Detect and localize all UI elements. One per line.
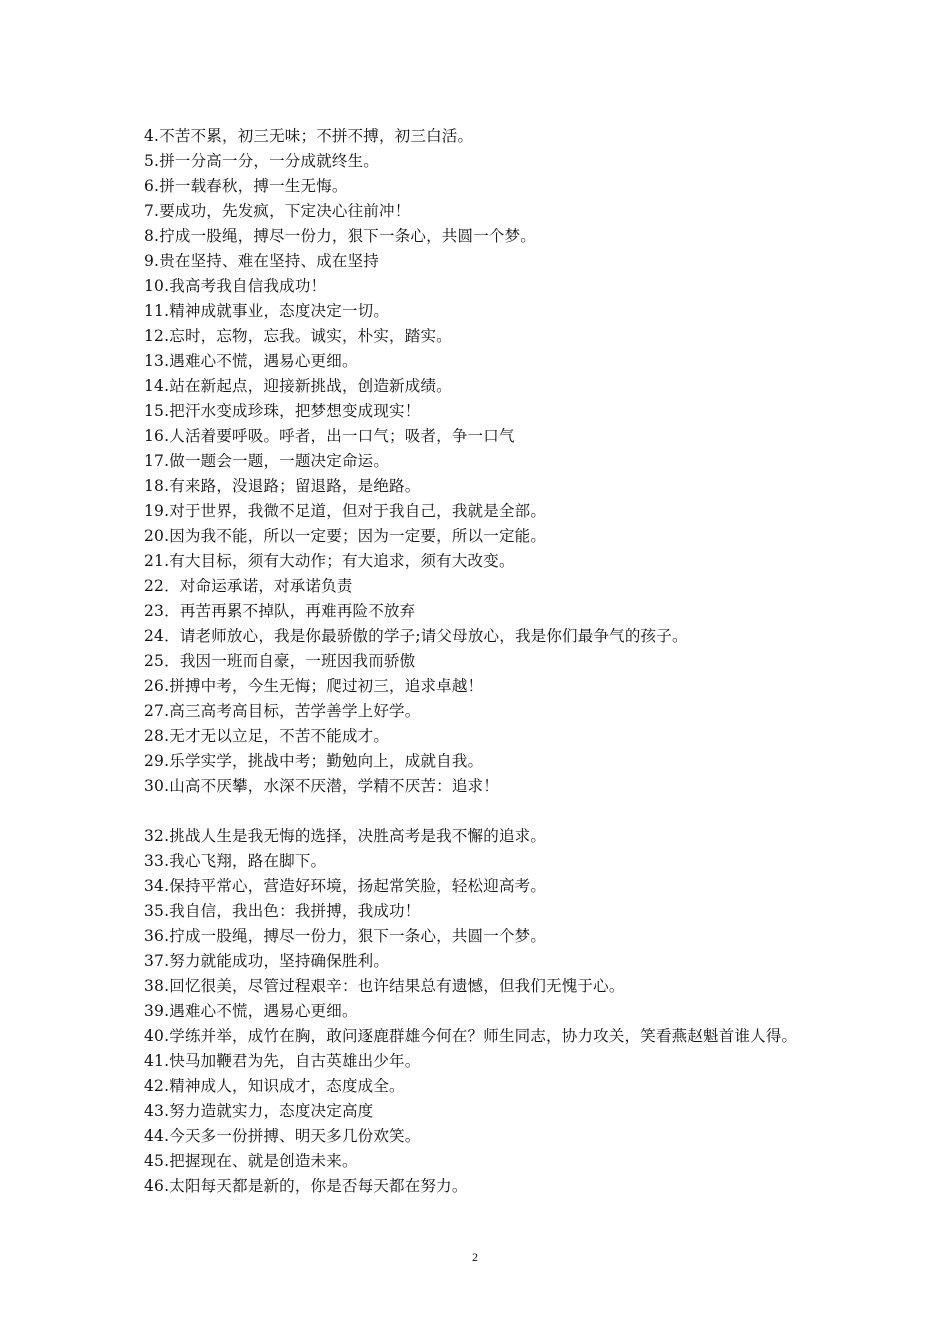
slogan-line: 18.有来路，没退路；留退路，是绝路。 (144, 477, 421, 495)
slogan-line: 26.拼搏中考，今生无悔；爬过初三，追求卓越！ (144, 677, 484, 695)
slogan-line: 27.高三高考高目标，苦学善学上好学。 (144, 702, 421, 720)
slogan-line: 10.我高考我自信我成功！ (144, 277, 327, 295)
slogan-line: 41.快马加鞭君为先，自古英雄出少年。 (144, 1052, 421, 1070)
slogan-line: 24．请老师放心，我是你最骄傲的学子;请父母放心，我是你们最争气的孩子。 (144, 627, 688, 645)
slogan-line: 44.今天多一份拼搏、明天多几份欢笑。 (144, 1127, 421, 1145)
slogan-line: 15.把汗水变成珍珠，把梦想变成现实！ (144, 402, 421, 420)
slogan-line: 43.努力造就实力，态度决定高度 (144, 1102, 374, 1120)
slogan-line: 45.把握现在、就是创造未来。 (144, 1152, 358, 1170)
page-number: 2 (472, 1250, 478, 1264)
slogan-line: 34.保持平常心，营造好环境，扬起常笑脸，轻松迎高考。 (144, 877, 547, 895)
slogan-line: 14.站在新起点，迎接新挑战，创造新成绩。 (144, 377, 452, 395)
slogan-line: 38.回忆很美，尽管过程艰辛：也许结果总有遗憾，但我们无愧于心。 (144, 977, 625, 995)
slogan-list-part-1 (144, 124, 812, 799)
slogan-line: 8.拧成一股绳，搏尽一份力，狠下一条心，共圆一个梦。 (144, 227, 536, 245)
slogan-line: 30.山高不厌攀，水深不厌潜，学精不厌苦：追求！ (144, 777, 499, 795)
slogan-line: 13.遇难心不慌，遇易心更细。 (144, 352, 358, 370)
slogan-line: 36.拧成一股绳，搏尽一份力，狠下一条心，共圆一个梦。 (144, 927, 547, 945)
slogan-line: 21.有大目标，须有大动作；有大追求，须有大改变。 (144, 552, 515, 570)
slogan-line: 11.精神成就事业，态度决定一切。 (144, 302, 390, 320)
slogan-line: 5.拼一分高一分，一分成就终生。 (144, 152, 379, 170)
slogan-line: 20.因为我不能，所以一定要；因为一定要，所以一定能。 (144, 527, 547, 545)
slogan-line: 19.对于世界，我微不足道，但对于我自己，我就是全部。 (144, 502, 547, 520)
blank-line (144, 799, 812, 824)
slogan-line: 39.遇难心不慌，遇易心更细。 (144, 1002, 358, 1020)
slogan-line: 46.太阳每天都是新的，你是否每天都在努力。 (144, 1177, 468, 1195)
slogan-line: 40.学练并举，成竹在胸，敢问逐鹿群雄今何在？师生同志，协力攻关，笑看燕赵魁首谁人得。 (144, 1027, 798, 1045)
slogan-line: 12.忘时，忘物，忘我。诚实，朴实，踏实。 (144, 327, 452, 345)
slogan-line: 17.做一题会一题，一题决定命运。 (144, 452, 390, 470)
slogan-line: 6.拼一载春秋，搏一生无悔。 (144, 177, 348, 195)
slogan-line: 28.无才无以立足，不苦不能成才。 (144, 727, 390, 745)
slogan-line: 4.不苦不累，初三无味；不拼不搏，初三白活。 (144, 127, 474, 145)
slogan-line: 33.我心飞翔，路在脚下。 (144, 852, 327, 870)
slogan-line: 37.努力就能成功，坚持确保胜利。 (144, 952, 390, 970)
slogan-line: 35.我自信，我出色：我拼搏，我成功！ (144, 902, 421, 920)
slogan-line: 16.人活着要呼吸。呼者，出一口气；吸者，争一口气 (144, 427, 515, 445)
slogan-line: 42.精神成人，知识成才，态度成全。 (144, 1077, 405, 1095)
slogan-line: 25．我因一班而自豪，一班因我而骄傲 (144, 652, 416, 670)
slogan-line: 7.要成功，先发疯，下定决心往前冲！ (144, 202, 411, 220)
slogan-line: 9.贵在坚持、难在坚持、成在坚持 (144, 252, 379, 270)
slogan-list-part-2 (144, 824, 812, 1199)
slogan-line: 32.挑战人生是我无悔的选择，决胜高考是我不懈的追求。 (144, 827, 547, 845)
slogan-line: 29.乐学实学，挑战中考；勤勉向上，成就自我。 (144, 752, 484, 770)
slogan-line: 22．对命运承诺，对承诺负责 (144, 577, 353, 595)
slogan-line: 23．再苦再累不掉队，再难再险不放弃 (144, 602, 416, 620)
slogan-list (144, 124, 812, 1199)
